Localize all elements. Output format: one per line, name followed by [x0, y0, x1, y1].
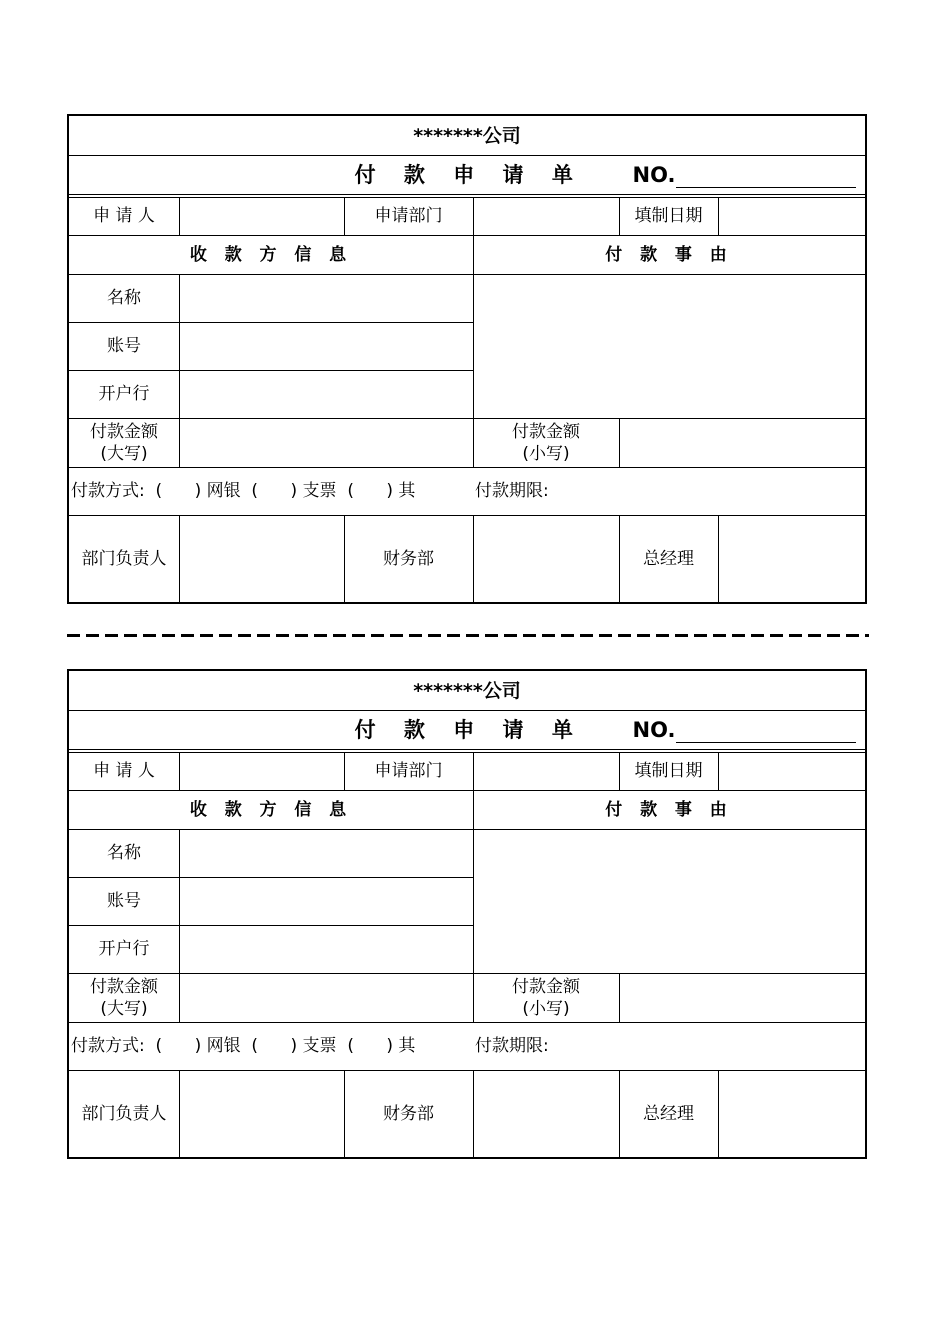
form-title: 付 款 申 请 单	[354, 717, 584, 742]
date-field[interactable]	[718, 752, 865, 790]
amount-upper-cell	[69, 973, 179, 1022]
amount-upper-cell	[69, 418, 179, 467]
payment-method-text[interactable]: 付款方式: ( ) 网银 ( ) 支票 ( ) 其	[71, 1036, 416, 1056]
amount-lower-note: (小写)	[522, 998, 570, 1019]
finance-signature-field[interactable]	[473, 1070, 619, 1157]
dept-head-label: 部门负责人	[81, 548, 167, 569]
dept-label: 申请部门	[374, 761, 443, 781]
dept-head-signature-field[interactable]	[179, 1070, 344, 1157]
payee-name-field[interactable]	[179, 829, 473, 877]
amount-lower-cell	[473, 973, 619, 1022]
payment-request-form-2	[67, 669, 867, 1159]
amount-upper-label: 付款金额	[90, 421, 158, 442]
no-underline	[676, 187, 856, 188]
account-label: 账号	[107, 336, 141, 356]
dept-label: 申请部门	[374, 206, 443, 226]
company-name: *******公司	[413, 124, 521, 147]
payment-request-form-1	[67, 114, 867, 604]
gm-label: 总经理	[643, 548, 694, 569]
amount-upper-note: (大写)	[100, 998, 148, 1019]
dept-head-label: 部门负责人	[81, 1103, 167, 1124]
applicant-label: 申 请 人	[93, 206, 155, 226]
form-title: 付 款 申 请 单	[354, 162, 584, 187]
reason-field[interactable]	[473, 829, 865, 973]
gm-label: 总经理	[643, 1103, 694, 1124]
applicant-field[interactable]	[179, 752, 344, 790]
payee-section-heading: 收 款 方 信 息	[189, 244, 353, 265]
payee-name-label: 名称	[107, 843, 141, 863]
finance-label: 财务部	[383, 1103, 434, 1124]
date-label: 填制日期	[634, 761, 703, 781]
amount-upper-note: (大写)	[100, 443, 148, 464]
amount-lower-label: 付款金额	[512, 421, 580, 442]
amount-upper-label: 付款金额	[90, 976, 158, 997]
amount-upper-field[interactable]	[179, 973, 473, 1022]
payee-section-heading: 收 款 方 信 息	[189, 799, 353, 820]
amount-lower-note: (小写)	[522, 443, 570, 464]
no-label: NO.	[632, 162, 676, 187]
applicant-field[interactable]	[179, 197, 344, 235]
payee-name-field[interactable]	[179, 274, 473, 322]
date-label: 填制日期	[634, 206, 703, 226]
reason-section-heading: 付 款 事 由	[605, 244, 733, 265]
dept-field[interactable]	[473, 752, 619, 790]
bank-label: 开户行	[98, 384, 150, 404]
bank-field[interactable]	[179, 925, 473, 973]
company-name: *******公司	[413, 679, 521, 702]
payment-method-text[interactable]: 付款方式: ( ) 网银 ( ) 支票 ( ) 其	[71, 481, 416, 501]
finance-label: 财务部	[383, 548, 434, 569]
bank-field[interactable]	[179, 370, 473, 418]
reason-section-heading: 付 款 事 由	[605, 799, 733, 820]
amount-upper-field[interactable]	[179, 418, 473, 467]
amount-lower-field[interactable]	[619, 418, 865, 467]
no-underline	[676, 742, 856, 743]
payee-name-label: 名称	[107, 288, 141, 308]
amount-lower-cell	[473, 418, 619, 467]
account-field[interactable]	[179, 877, 473, 925]
no-label: NO.	[632, 717, 676, 742]
dept-field[interactable]	[473, 197, 619, 235]
gm-signature-field[interactable]	[718, 515, 865, 602]
bank-label: 开户行	[98, 939, 150, 959]
account-label: 账号	[107, 891, 141, 911]
applicant-label: 申 请 人	[93, 761, 155, 781]
amount-lower-field[interactable]	[619, 973, 865, 1022]
gm-signature-field[interactable]	[718, 1070, 865, 1157]
payment-deadline-label: 付款期限:	[475, 481, 549, 501]
payment-deadline-label: 付款期限:	[475, 1036, 549, 1056]
account-field[interactable]	[179, 322, 473, 370]
dept-head-signature-field[interactable]	[179, 515, 344, 602]
amount-lower-label: 付款金额	[512, 976, 580, 997]
cut-line	[67, 634, 869, 637]
date-field[interactable]	[718, 197, 865, 235]
reason-field[interactable]	[473, 274, 865, 418]
finance-signature-field[interactable]	[473, 515, 619, 602]
